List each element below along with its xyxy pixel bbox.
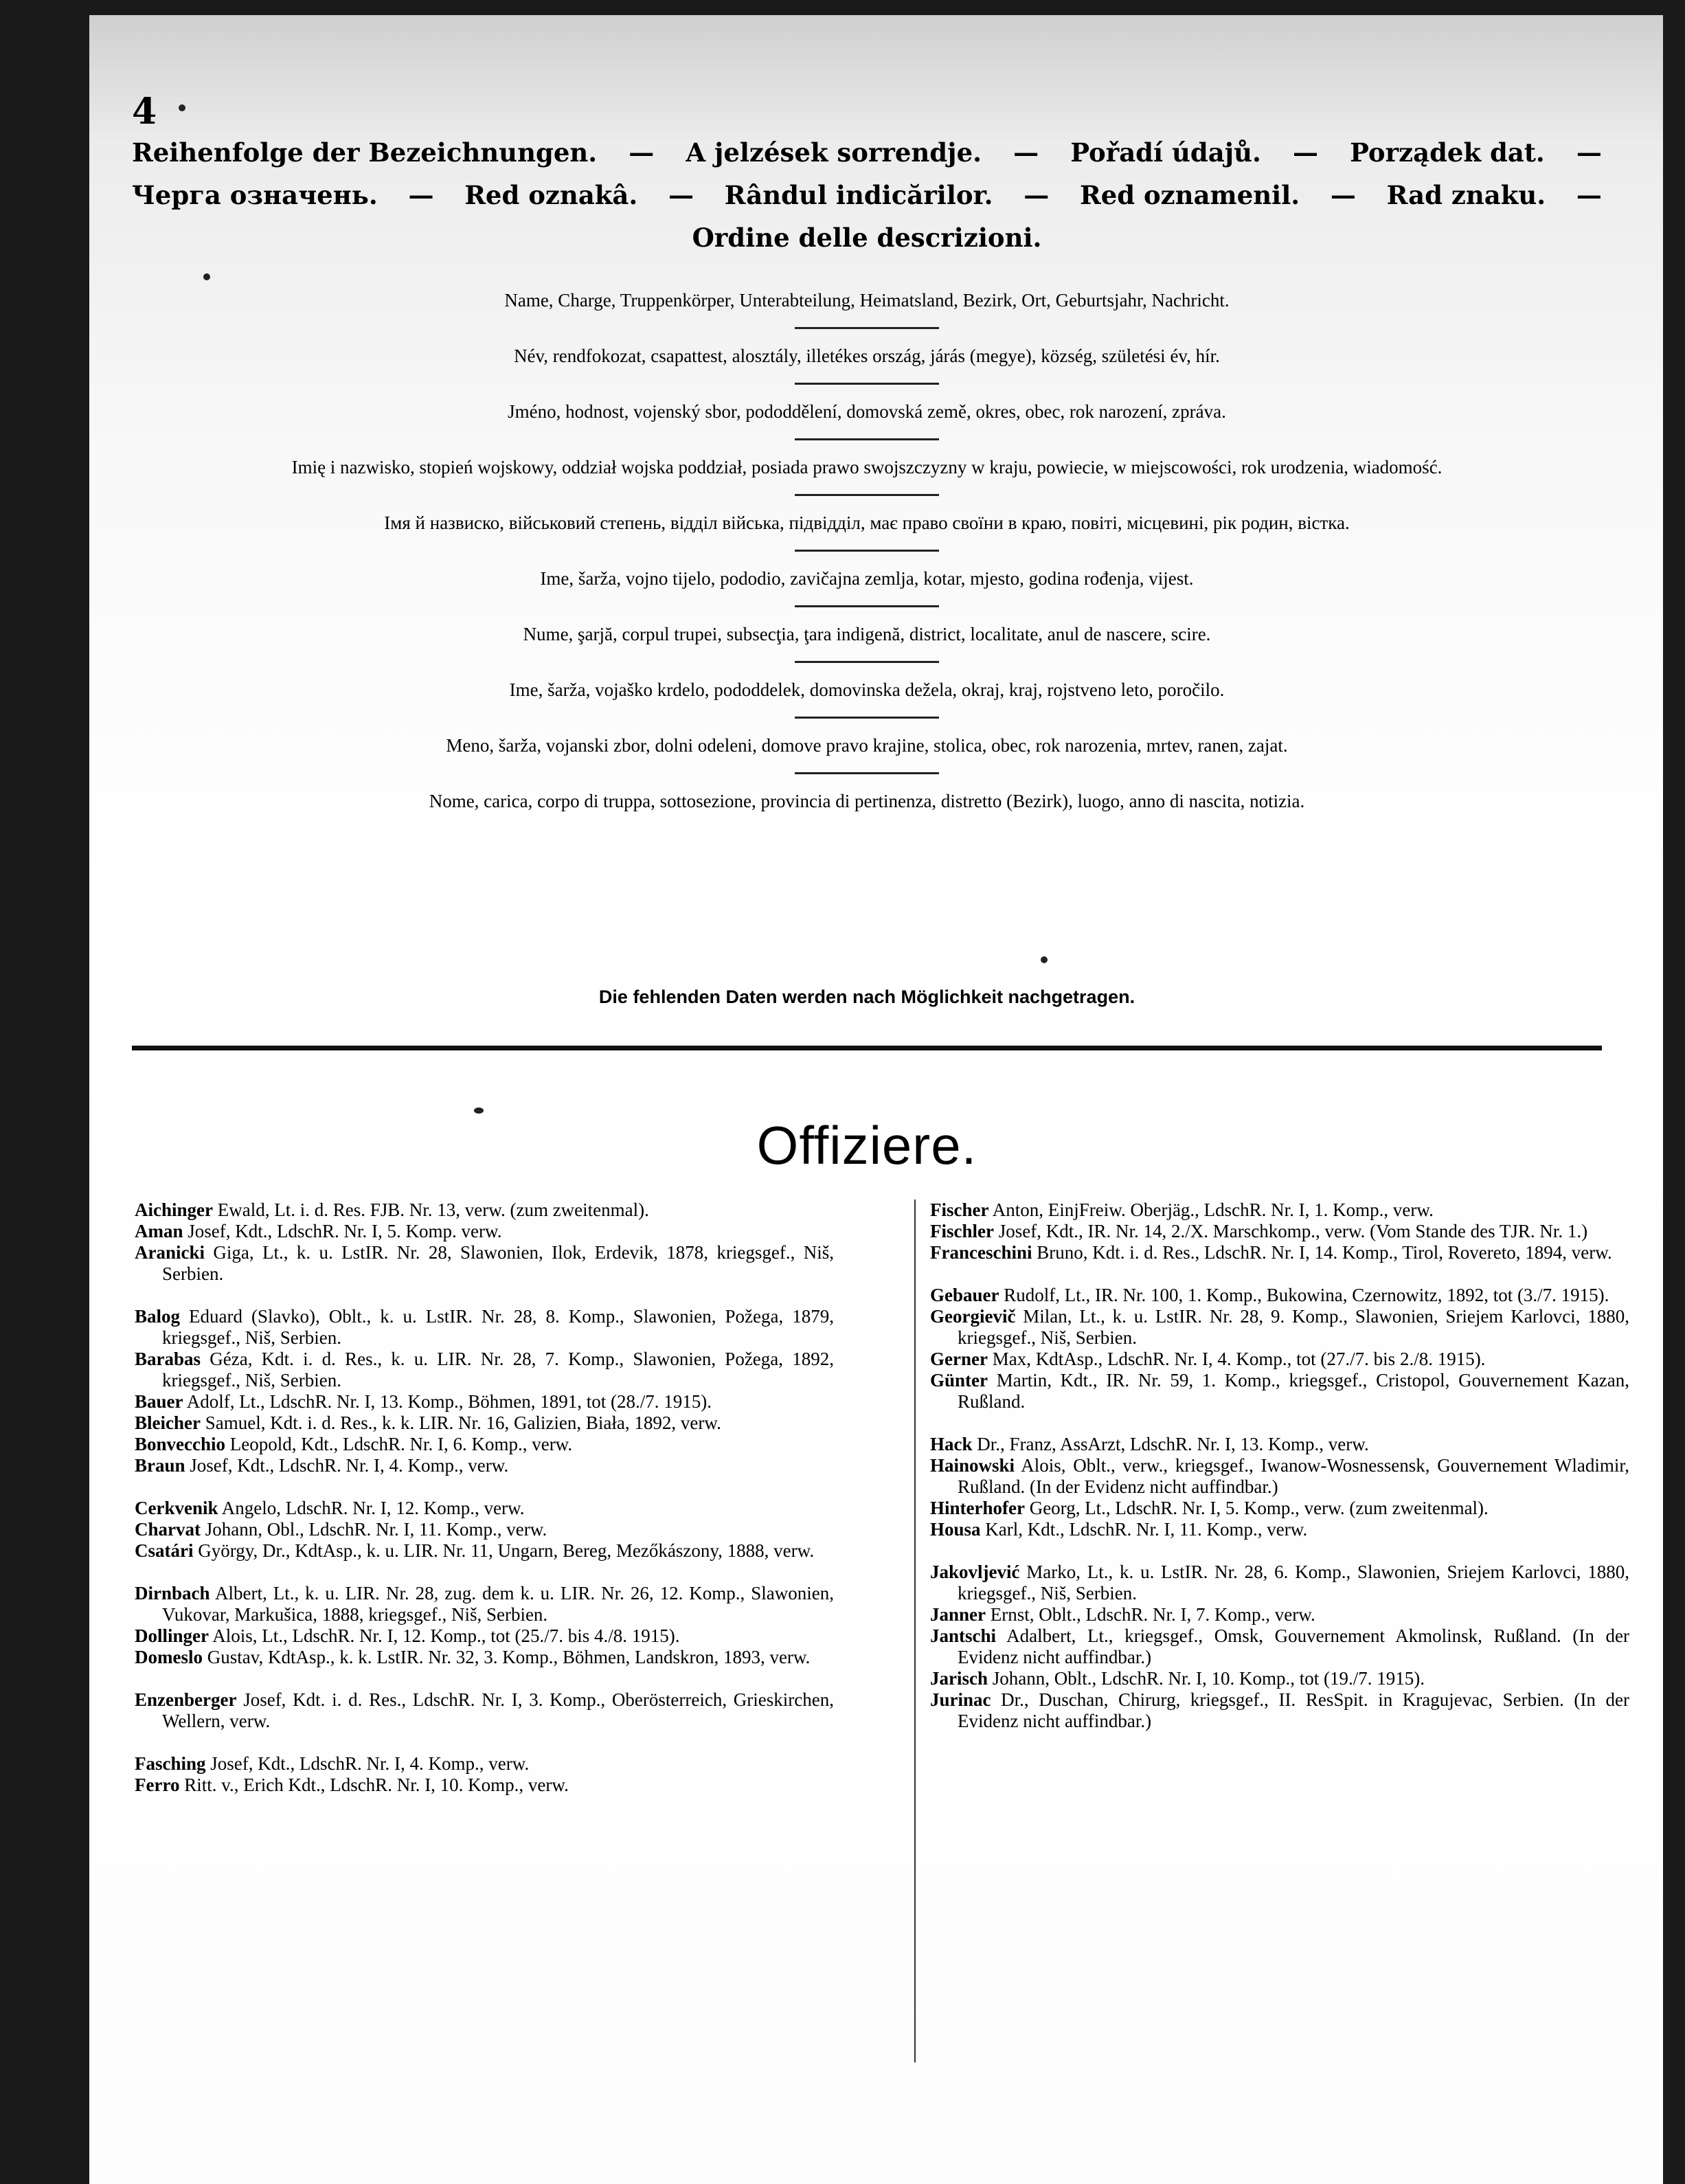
header-separator: — (1576, 137, 1602, 168)
officer-details: Josef, Kdt., LdschR. Nr. I, 4. Komp., verw. (185, 1455, 509, 1476)
field-order-item (132, 678, 1602, 717)
officer-surname: Günter (930, 1370, 988, 1391)
field-order-text: Ime, šarža, vojno tijelo, pododio, zavičajna zemlja, kotar, mjesto, godina rođenja, vijest. (540, 568, 1194, 589)
officer-entry (930, 1370, 1629, 1412)
field-order-item (132, 455, 1602, 494)
officer-details: Max, KdtAsp., LdschR. Nr. I, 4. Komp., tot (27./7. bis 2./8. 1915). (987, 1349, 1486, 1369)
field-order-rule (795, 605, 939, 607)
header-separator: — (668, 180, 694, 210)
officer-entry (930, 1625, 1629, 1668)
officer-details: Alois, Lt., LdschR. Nr. I, 12. Komp., tot (25./7. bis 4./8. 1915). (209, 1625, 680, 1646)
group-spacer (135, 1668, 834, 1689)
officer-details: Josef, Kdt., LdschR. Nr. I, 5. Komp. verw. (183, 1221, 502, 1241)
header-title-pl: Porządek dat. (1350, 137, 1545, 168)
officer-surname: Ferro (135, 1775, 180, 1795)
officer-surname: Aman (135, 1221, 183, 1241)
field-order-rule (795, 772, 939, 774)
officer-entry (930, 1200, 1629, 1221)
officer-surname: Aranicki (135, 1242, 205, 1263)
header-title-de: Reihenfolge der Bezeichnungen. (132, 137, 598, 168)
header-line-1 (132, 137, 1602, 168)
officer-details: Géza, Kdt. i. d. Res., k. u. LIR. Nr. 28, 7. Komp., Slawonien, Požega, 1892, kriegsgef., Niš, Serbien. (162, 1349, 834, 1391)
officer-surname: Barabas (135, 1349, 201, 1369)
officer-entry (135, 1455, 834, 1476)
officer-entry (930, 1221, 1629, 1242)
officer-details: Gustav, KdtAsp., k. k. LstIR. Nr. 32, 3. Komp., Böhmen, Landskron, 1893, verw. (202, 1647, 811, 1667)
field-order-text: Jméno, hodnost, vojenský sbor, pododdělení, domovská země, okres, obec, rok narození, zpráva. (508, 401, 1226, 422)
header-title-uk: Черга означень. (132, 180, 378, 210)
officer-details: Josef, Kdt., IR. Nr. 14, 2./X. Marschkomp., verw. (Vom Stande des TJR. Nr. 1.) (993, 1221, 1588, 1241)
officer-details: Karl, Kdt., LdschR. Nr. I, 11. Komp., verw. (980, 1519, 1308, 1540)
officer-surname: Bauer (135, 1391, 183, 1412)
officer-entry (135, 1349, 834, 1391)
officer-entry (930, 1434, 1629, 1455)
field-order-list (132, 289, 1602, 828)
legend-header (132, 137, 1602, 265)
field-order-item (132, 622, 1602, 661)
officer-surname: Aichinger (135, 1200, 213, 1220)
officer-details: Ritt. v., Erich Kdt., LdschR. Nr. I, 10. Komp., verw. (179, 1775, 569, 1795)
field-order-item (132, 400, 1602, 438)
scan-speck (1041, 956, 1048, 963)
officer-details: Rudolf, Lt., IR. Nr. 100, 1. Komp., Bukowina, Czernowitz, 1892, tot (3./7. 1915). (999, 1285, 1609, 1305)
field-order-rule (795, 717, 939, 719)
officer-details: Anton, EinjFreiw. Oberjäg., LdschR. Nr. I, 1. Komp., verw. (988, 1200, 1434, 1220)
officer-entry (930, 1242, 1629, 1263)
header-separator: — (1024, 180, 1050, 210)
officer-surname: Hack (930, 1434, 973, 1454)
officer-surname: Housa (930, 1519, 981, 1540)
section-title: Offiziere. (756, 1115, 977, 1175)
officer-surname: Balog (135, 1306, 181, 1327)
officer-entry (930, 1349, 1629, 1370)
officer-entry (135, 1775, 834, 1796)
officer-entry (135, 1434, 834, 1455)
officer-surname: Jurinac (930, 1689, 991, 1710)
officer-details: Josef, Kdt., LdschR. Nr. I, 4. Komp., verw. (205, 1753, 530, 1774)
officer-surname: Bleicher (135, 1412, 201, 1433)
right-column (930, 1200, 1629, 1732)
header-title-sr: Red oznakâ. (464, 180, 638, 210)
officer-details: Johann, Obl., LdschR. Nr. I, 11. Komp., verw. (201, 1519, 547, 1540)
header-separator: — (1330, 180, 1356, 210)
officer-surname: Georgievič (930, 1306, 1016, 1327)
field-order-item (132, 567, 1602, 605)
officer-details: Giga, Lt., k. u. LstIR. Nr. 28, Slawonien, Ilok, Erdevik, 1878, kriegsgef., Niš, Serbien. (162, 1242, 834, 1284)
officer-surname: Charvat (135, 1519, 201, 1540)
officer-entry (930, 1498, 1629, 1519)
officer-entry (930, 1604, 1629, 1625)
scan-speck (179, 104, 185, 111)
header-title-it: Ordine delle descrizioni. (692, 223, 1042, 253)
officer-surname: Gerner (930, 1349, 988, 1369)
officer-details: Josef, Kdt. i. d. Res., LdschR. Nr. I, 3. Komp., Oberösterreich, Grieskirchen, Wellern, verw. (162, 1689, 834, 1731)
officer-surname: Fischler (930, 1221, 994, 1241)
field-order-rule (795, 327, 939, 329)
officer-entry (930, 1455, 1629, 1498)
officer-details: Adolf, Lt., LdschR. Nr. I, 13. Komp., Böhmen, 1891, tot (28./7. 1915). (183, 1391, 712, 1412)
officer-details: Johann, Oblt., LdschR. Nr. I, 10. Komp., tot (19./7. 1915). (988, 1668, 1425, 1689)
field-order-text: Nome, carica, corpo di truppa, sottosezione, provincia di pertinenza, distretto (Bezirk), luogo, anno di nascita, notizia. (429, 791, 1305, 811)
header-line-2 (132, 180, 1602, 210)
officer-entry (135, 1200, 834, 1221)
officer-surname: Janner (930, 1604, 986, 1625)
officer-details: Adalbert, Lt., kriegsgef., Omsk, Gouvernement Akmolinsk, Rußland. (In der Evidenz nicht auffindbar.) (958, 1625, 1629, 1667)
header-line-3 (132, 223, 1602, 253)
group-spacer (930, 1263, 1629, 1285)
officer-entry (930, 1285, 1629, 1306)
header-separator: — (408, 180, 434, 210)
group-spacer (930, 1412, 1629, 1434)
officer-details: Ernst, Oblt., LdschR. Nr. I, 7. Komp., verw. (986, 1604, 1315, 1625)
officer-details: Marko, Lt., k. u. LstIR. Nr. 28, 6. Komp., Slawonien, Sriejem Karlovci, 1880, kriegsgef., Niš, Serbien. (958, 1562, 1629, 1603)
scan-border-right (1663, 0, 1685, 2184)
officer-details: Leopold, Kdt., LdschR. Nr. I, 6. Komp., verw. (225, 1434, 573, 1454)
officer-surname: Dirnbach (135, 1583, 210, 1603)
officer-details: Dr., Duschan, Chirurg, kriegsgef., II. ResSpit. in Kragujevac, Serbien. (In der Evidenz nicht auffindbar.) (958, 1689, 1629, 1731)
field-order-item (132, 289, 1602, 327)
officer-entry (135, 1498, 834, 1519)
officer-surname: Braun (135, 1455, 185, 1476)
field-order-item (132, 734, 1602, 772)
officer-entry (135, 1647, 834, 1668)
officer-surname: Gebauer (930, 1285, 999, 1305)
officer-entry (135, 1242, 834, 1285)
officer-surname: Bonvecchio (135, 1434, 225, 1454)
field-order-item (132, 344, 1602, 383)
officer-details: Angelo, LdschR. Nr. I, 12. Komp., verw. (218, 1498, 525, 1518)
scan-border-top (0, 0, 1685, 15)
header-title-ro: Rândul indicărilor. (724, 180, 993, 210)
scan-speck (203, 273, 210, 280)
officer-details: Milan, Lt., k. u. LstIR. Nr. 28, 9. Komp., Slawonien, Sriejem Karlovci, 1880, kriegsgef., Niš, Serbien. (958, 1306, 1629, 1348)
field-order-text: Meno, šarža, vojanski zbor, dolni odeleni, domove pravo krajine, stolica, obec, rok narozenia, mrtev, ranen, zajat. (446, 735, 1288, 756)
officer-entry (135, 1412, 834, 1434)
officer-entry (135, 1540, 834, 1562)
officer-entry (930, 1562, 1629, 1604)
officer-entry (135, 1625, 834, 1647)
officer-entry (135, 1519, 834, 1540)
officer-surname: Hinterhofer (930, 1498, 1025, 1518)
field-order-rule (795, 383, 939, 385)
header-separator: — (1292, 137, 1318, 168)
officer-surname: Domeslo (135, 1647, 203, 1667)
field-order-text: Ime, šarža, vojaško krdelo, pododdelek, domovinska dežela, okraj, kraj, rojstveno leto, poročilo. (509, 679, 1225, 700)
field-order-item (132, 789, 1602, 828)
group-spacer (135, 1562, 834, 1583)
officer-entry (135, 1689, 834, 1732)
field-order-rule (795, 494, 939, 496)
officer-details: Ewald, Lt. i. d. Res. FJB. Nr. 13, verw. (zum zweitenmal). (213, 1200, 649, 1220)
officer-details: Dr., Franz, AssArzt, LdschR. Nr. I, 13. Komp., verw. (972, 1434, 1369, 1454)
officer-surname: Hainowski (930, 1455, 1015, 1476)
field-order-rule (795, 438, 939, 440)
field-order-rule (795, 550, 939, 552)
officer-details: Samuel, Kdt. i. d. Res., k. k. LIR. Nr. 16, Galizien, Biała, 1892, verw. (200, 1412, 721, 1433)
header-separator: — (1576, 180, 1602, 210)
section-divider (132, 1046, 1602, 1050)
column-divider (914, 1200, 916, 2062)
officer-surname: Jarisch (930, 1668, 988, 1689)
officer-entry (135, 1306, 834, 1349)
officer-details: Martin, Kdt., IR. Nr. 59, 1. Komp., kriegsgef., Cristopol, Gouvernement Kazan, Rußland. (958, 1370, 1629, 1412)
officer-surname: Fasching (135, 1753, 206, 1774)
officer-surname: Cerkvenik (135, 1498, 218, 1518)
officer-details: Eduard (Slavko), Oblt., k. u. LstIR. Nr. 28, 8. Komp., Slawonien, Požega, 1879, kriegsgef., Niš, Serbien. (162, 1306, 834, 1348)
officer-surname: Dollinger (135, 1625, 209, 1646)
group-spacer (135, 1285, 834, 1306)
officer-surname: Franceschini (930, 1242, 1032, 1263)
page-number: 4 (132, 91, 157, 133)
officer-entry (930, 1519, 1629, 1540)
header-title-hr: Rad znaku. (1386, 180, 1546, 210)
group-spacer (135, 1476, 834, 1498)
header-separator: — (1013, 137, 1039, 168)
officer-entry (135, 1753, 834, 1775)
left-column (135, 1200, 834, 1796)
group-spacer (135, 1732, 834, 1753)
officer-surname: Fischer (930, 1200, 989, 1220)
officer-details: Georg, Lt., LdschR. Nr. I, 5. Komp., verw. (zum zweitenmal). (1024, 1498, 1489, 1518)
officer-details: György, Dr., KdtAsp., k. u. LIR. Nr. 11, Ungarn, Bereg, Mezőkászony, 1888, verw. (193, 1540, 815, 1561)
header-separator: — (629, 137, 655, 168)
officer-surname: Jakovljević (930, 1562, 1020, 1582)
field-order-text: Nume, şarjă, corpul trupei, subsecţia, ţara indigenă, district, localitate, anul de nascere, scire. (523, 624, 1211, 644)
officer-entry (930, 1689, 1629, 1732)
officer-surname: Enzenberger (135, 1689, 237, 1710)
officer-entry (135, 1221, 834, 1242)
field-order-text: Imię i nazwisko, stopień wojskowy, oddział wojska poddział, posiada prawo swojszczyzny w kraju, powiecie, w miejscowości, rok urodzenia, wiadomość. (291, 457, 1443, 477)
officer-surname: Csatári (135, 1540, 194, 1561)
officer-details: Albert, Lt., k. u. LIR. Nr. 28, zug. dem k. u. LIR. Nr. 26, 12. Komp., Slawonien, Vukovar, Markušica, 1888, kriegsgef., Niš, Serbien. (162, 1583, 834, 1625)
officer-entry (135, 1583, 834, 1625)
missing-data-note: Die fehlenden Daten werden nach Möglichkeit nachgetragen. (598, 987, 1135, 1007)
header-title-cs: Pořadí údajů. (1070, 137, 1261, 168)
header-title-hu: A jelzések sorrendje. (686, 137, 982, 168)
officer-details: Bruno, Kdt. i. d. Res., LdschR. Nr. I, 14. Komp., Tirol, Rovereto, 1894, verw. (1032, 1242, 1612, 1263)
field-order-text: Імя й назвиско, військовий степень, відділ війська, підвідділ, має право своїни в краю, повіті, місцевині, рік родин, вістка. (384, 513, 1350, 533)
officer-entry (135, 1391, 834, 1412)
field-order-item (132, 511, 1602, 550)
field-order-text: Name, Charge, Truppenkörper, Unterabteilung, Heimatsland, Bezirk, Ort, Geburtsjahr, Nachricht. (504, 290, 1230, 311)
scan-border-left (0, 0, 89, 2184)
officer-entry (930, 1668, 1629, 1689)
officer-entry (930, 1306, 1629, 1349)
officer-details: Alois, Oblt., verw., kriegsgef., Iwanow-Wosnessensk, Gouvernement Wladimir, Rußland. (In der Evidenz nicht auffindbar.) (958, 1455, 1629, 1497)
scan-speck (474, 1107, 484, 1114)
field-order-text: Név, rendfokozat, csapattest, alosztály, illetékes ország, járás (megye), község, születési év, hír. (514, 346, 1220, 366)
header-title-sk: Red oznamenil. (1079, 180, 1300, 210)
officer-surname: Jantschi (930, 1625, 997, 1646)
field-order-rule (795, 661, 939, 663)
group-spacer (930, 1540, 1629, 1562)
